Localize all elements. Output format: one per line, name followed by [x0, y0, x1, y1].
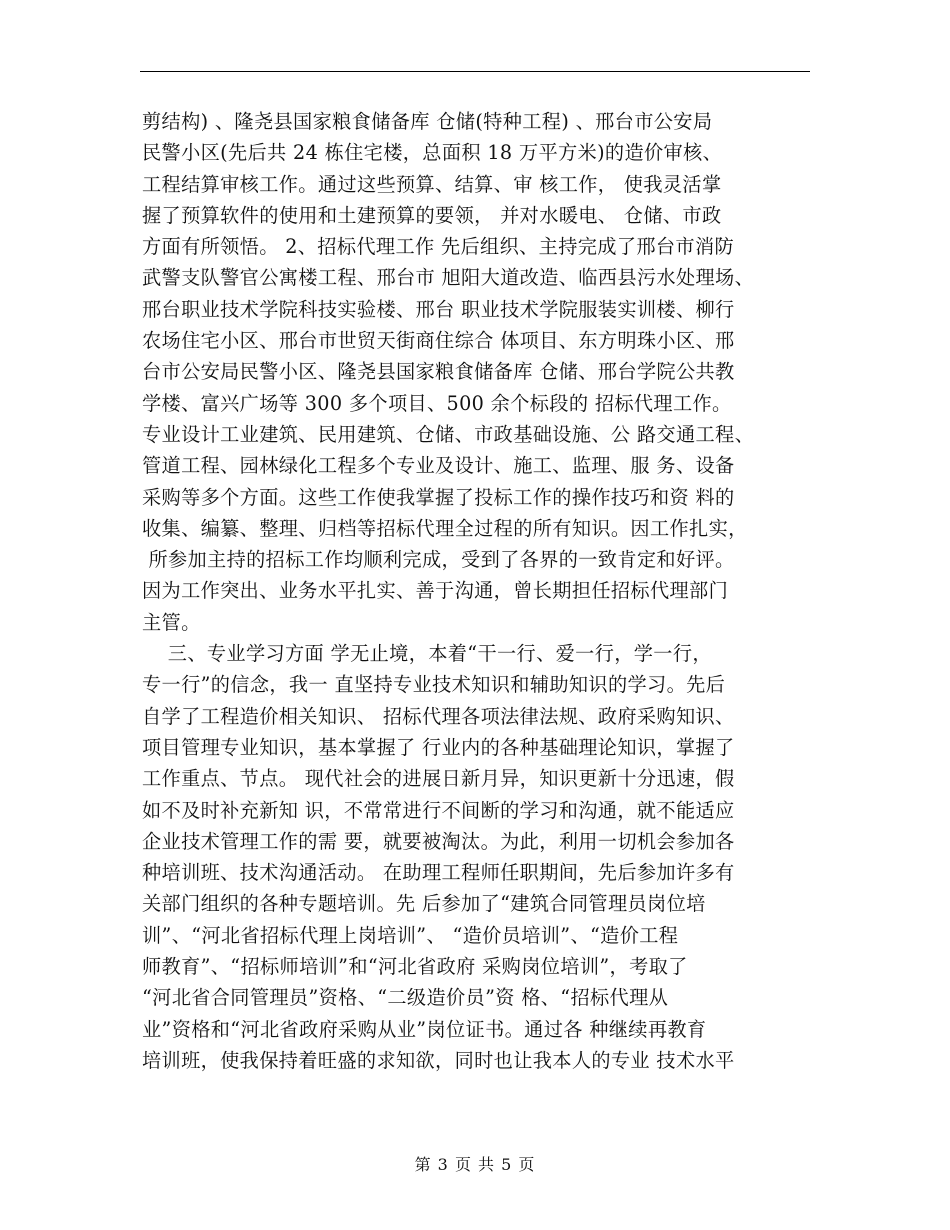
text-line: 三、专业学习方面 学无止境，本着“干一行、爱一行，学一行，	[142, 642, 712, 666]
text-line: 培训班，使我保持着旺盛的求知欲，同时也让我本人的专业 技术水平	[142, 1048, 735, 1072]
text-line: 种培训班、技术沟通活动。 在助理工程师任职期间，先后参加许多有	[142, 861, 735, 885]
text-line: 收集、编纂、整理、归档等招标代理全过程的所有知识。因工作扎实，	[142, 516, 748, 540]
text-line: 自学了工程造价相关知识、 招标代理各项法律法规、政府采购知识、	[142, 704, 735, 728]
text-line: 台市公安局民警小区、隆尧县国家粮食储备库 仓储、邢台学院公共教	[142, 360, 735, 384]
text-line: 农场住宅小区、邢台市世贸天街商住综合 体项目、东方明珠小区、邢	[142, 329, 735, 353]
text-line: 工程结算审核工作。通过这些预算、结算、审 核工作， 使我灵活掌	[142, 172, 722, 196]
text-line: “河北省合同管理员”资格、“二级造价员”资 格、“招标代理从	[142, 986, 669, 1010]
text-line: 因为工作突出、业务水平扎实、善于沟通，曾长期担任招标代理部门	[142, 579, 729, 603]
text-line: 专一行”的信念，我一 直坚持专业技术知识和辅助知识的学习。先后	[142, 673, 726, 697]
text-line: 采购等多个方面。这些工作使我掌握了投标工作的操作技巧和资 料的	[142, 485, 735, 509]
text-line: 主管。	[142, 610, 201, 634]
text-line: 工作重点、节点。 现代社会的进展日新月异，知识更新十分迅速，假	[142, 767, 735, 791]
page-number-footer: 第 3 页 共 5 页	[414, 1155, 536, 1174]
text-line: 剪结构) 、隆尧县国家粮食储备库 仓储(特种工程) 、邢台市公安局	[142, 110, 713, 133]
text-line: 所参加主持的招标工作均顺利完成，受到了各界的一致肯定和好评。	[142, 548, 735, 572]
text-line: 邢台职业技术学院科技实验楼、邢台 职业技术学院服装实训楼、柳行	[142, 297, 735, 321]
text-line: 管道工程、园林绿化工程多个专业及设计、施工、监理、服 务、设备	[142, 454, 735, 478]
text-line: 民警小区(先后共 24 栋住宅楼，总面积 18 万平方米)的造价审核、	[142, 141, 723, 165]
text-line: 专业设计工业建筑、民用建筑、仓储、市政基础设施、公 路交通工程、	[142, 422, 755, 446]
text-line: 方面有所领悟。 2、招标代理工作 先后组织、主持完成了邢台市消防	[142, 235, 735, 259]
text-line: 项目管理专业知识，基本掌握了 行业内的各种基础理论知识，掌握了	[142, 735, 735, 759]
text-line: 关部门组织的各种专题培训。先 后参加了“建筑合同管理员岗位培	[142, 892, 706, 916]
text-line: 武警支队警官公寓楼工程、邢台市 旭阳大道改造、临西县污水处理场、	[142, 266, 755, 290]
header-rule	[140, 71, 810, 72]
text-line: 学楼、富兴广场等 300 多个项目、500 余个标段的 招标代理工作。	[142, 391, 732, 415]
text-line: 训”、“河北省招标代理上岗培训”、 “造价员培训”、“造价工程	[142, 923, 679, 947]
text-line: 企业技术管理工作的需 要，就要被淘汰。为此，利用一切机会参加各	[142, 829, 735, 853]
text-line: 握了预算软件的使用和土建预算的要领， 并对水暖电、 仓储、市政	[142, 203, 722, 227]
text-line: 如不及时补充新知 识，不常常进行不间断的学习和沟通，就不能适应	[142, 798, 735, 822]
text-line: 师教育”、“招标师培训”和“河北省政府 采购岗位培训”，考取了	[142, 955, 688, 979]
body-text	[142, 106, 822, 1076]
text-line: 业”资格和“河北省政府采购从业”岗位证书。通过各 种继续再教育	[142, 1017, 707, 1041]
